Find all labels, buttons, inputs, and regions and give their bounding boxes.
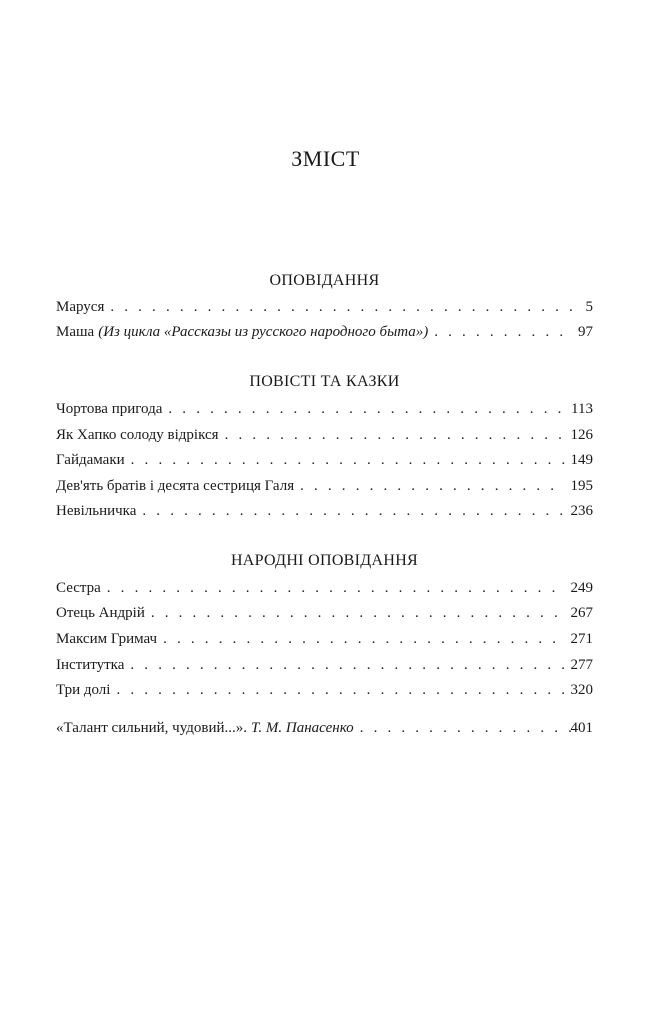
entry-title: Інститутка <box>56 657 125 673</box>
toc-entry[interactable] <box>56 578 593 598</box>
entry-page: 126 <box>570 427 593 443</box>
entry-title: Чортова пригода <box>56 401 163 417</box>
leader-dots <box>225 425 565 445</box>
toc-entry[interactable] <box>56 297 593 317</box>
entry-page: 271 <box>570 631 593 647</box>
entry-note: (Из цикла «Рассказы из русского народного быта») <box>98 324 429 340</box>
entry-page: 320 <box>570 682 593 698</box>
entry-page: 149 <box>570 452 593 468</box>
page-title: ЗМІСТ <box>291 146 360 171</box>
entry-title: Отець Андрій <box>56 605 145 621</box>
entry-title: Маруся <box>56 299 105 315</box>
leader-dots <box>142 501 564 521</box>
entry-title: Дев'ять братів і десята сестриця Галя <box>56 478 295 494</box>
entry-page: 113 <box>571 401 593 417</box>
section-heading: ОПОВІДАННЯ <box>269 272 380 289</box>
toc-entry[interactable] <box>56 476 593 496</box>
entry-page: 195 <box>570 478 593 494</box>
leader-dots <box>434 322 572 342</box>
leader-dots <box>168 399 565 419</box>
entry-page: 5 <box>585 299 593 315</box>
leader-dots <box>131 450 565 470</box>
entry-title: Три долі <box>56 682 111 698</box>
toc-entry[interactable] <box>56 322 593 342</box>
entry-title: Сестра <box>56 580 101 596</box>
entry-author: Т. М. Панасенко <box>251 720 354 736</box>
toc-entry[interactable] <box>56 501 593 521</box>
leader-dots <box>116 680 564 700</box>
toc-entry[interactable] <box>56 425 593 445</box>
leader-dots <box>110 297 579 317</box>
entry-page: 97 <box>578 324 593 340</box>
entry-title: «Талант сильний, чудовий...». <box>56 720 248 736</box>
toc-entry[interactable] <box>56 680 593 700</box>
section-heading: ПОВІСТІ ТА КАЗКИ <box>249 373 400 390</box>
entry-page: 401 <box>570 720 593 736</box>
section-heading: НАРОДНІ ОПОВІДАННЯ <box>230 552 419 569</box>
leader-dots <box>151 603 565 623</box>
toc-entry[interactable] <box>56 629 593 649</box>
leader-dots <box>107 578 565 598</box>
leader-dots <box>163 629 564 649</box>
entry-title: Маша <box>56 324 95 340</box>
toc-entry[interactable] <box>56 450 593 470</box>
entry-title: Гайдамаки <box>56 452 125 468</box>
entry-title: Невільничка <box>56 503 137 519</box>
toc-entry[interactable] <box>56 655 593 675</box>
toc-entry[interactable] <box>56 399 593 419</box>
entry-title: Максим Гримач <box>56 631 158 647</box>
leader-dots <box>360 718 571 738</box>
entry-page: 267 <box>570 605 593 621</box>
toc-entry-afterword[interactable] <box>56 718 593 738</box>
leader-dots <box>300 476 564 496</box>
entry-page: 277 <box>570 657 593 673</box>
toc-entry[interactable] <box>56 603 593 623</box>
entry-page: 236 <box>570 503 593 519</box>
entry-page: 249 <box>570 580 593 596</box>
entry-title: Як Хапко солоду відрікся <box>56 427 219 443</box>
leader-dots <box>130 655 564 675</box>
